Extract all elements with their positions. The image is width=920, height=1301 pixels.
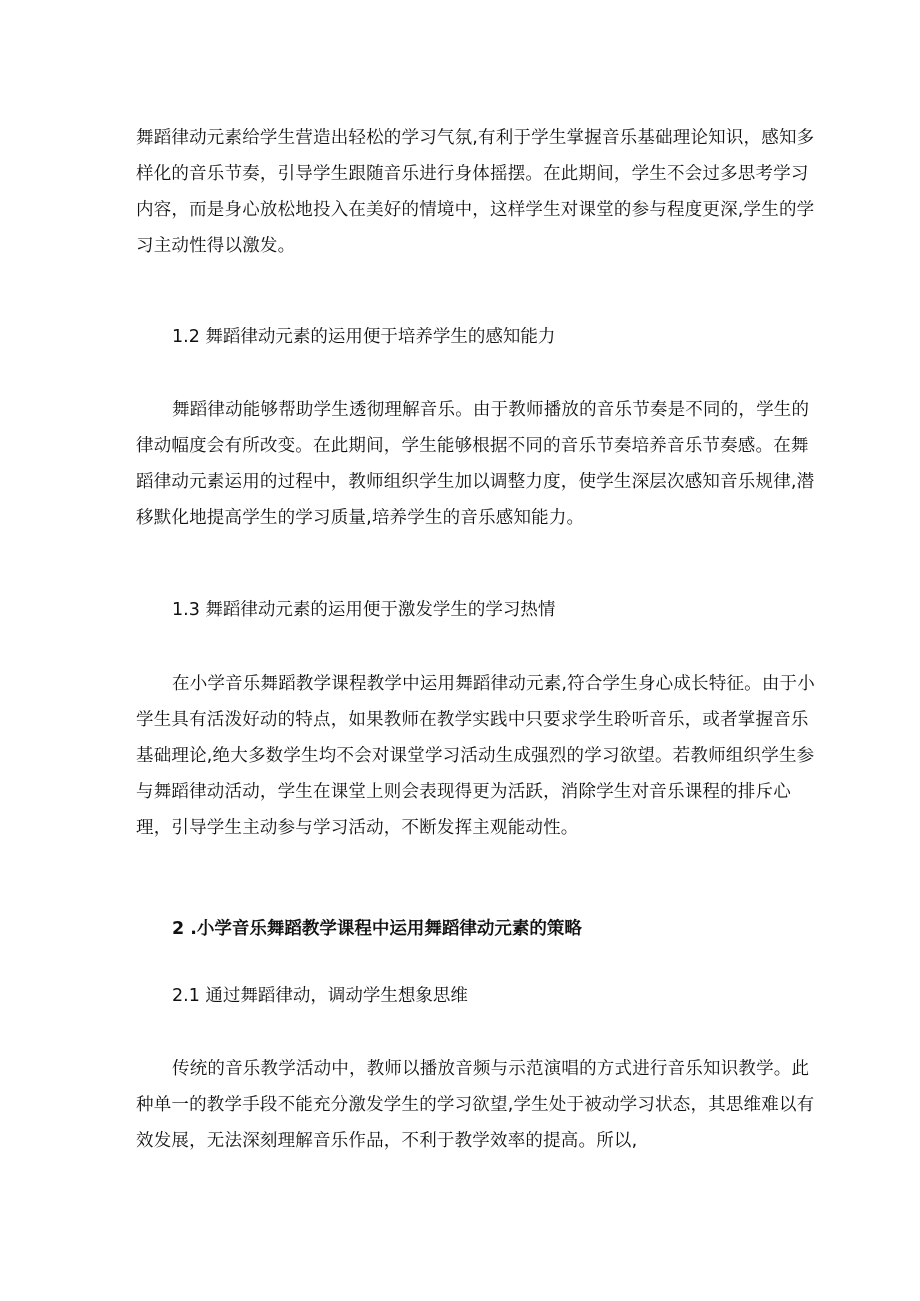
- paragraph-line: 种单一的教学手段不能充分激发学生的学习欲望,学生处于被动学习状态，其思维难以有: [136, 1095, 815, 1115]
- paragraph-line: 习主动性得以激发。: [136, 236, 296, 256]
- paragraph-line: 基础理论,绝大多数学生均不会对课堂学习活动生成强烈的学习欲望。若教师组织学生参: [136, 746, 815, 766]
- paragraph-line: 移默化地提高学生的学习质量,培养学生的音乐感知能力。: [136, 508, 585, 528]
- section-heading-1-2: 1.2 舞蹈律动元素的运用便于培养学生的感知能力: [172, 327, 556, 347]
- paragraph-line: 在小学音乐舞蹈教学课程教学中运用舞蹈律动元素,符合学生身心成长特征。由于小: [172, 674, 815, 694]
- section-heading-2: 2 .小学音乐舞蹈教学课程中运用舞蹈律动元素的策略: [172, 919, 582, 939]
- paragraph-imagination: [136, 1051, 815, 1159]
- paragraph-line: 与舞蹈律动活动，学生在课堂上则会表现得更为活跃，消除学生对音乐课程的排斥心: [136, 782, 791, 802]
- paragraph-line: 理，引导学生主动参与学习活动，不断发挥主观能动性。: [136, 818, 579, 838]
- paragraph-line: 样化的音乐节奏，引导学生跟随音乐进行身体摇摆。在此期间，学生不会过多思考学习: [136, 164, 809, 184]
- paragraph-perception: [136, 392, 815, 536]
- paragraph-line: 舞蹈律动元素给学生营造出轻松的学习气氛,有利于学生掌握音乐基础理论知识，感知多: [136, 128, 815, 148]
- paragraph-line: 律动幅度会有所改变。在此期间，学生能够根据不同的音乐节奏培养音乐节奏感。在舞: [136, 436, 809, 456]
- paragraph-line: 舞蹈律动能够帮助学生透彻理解音乐。由于教师播放的音乐节奏是不同的，学生的: [172, 400, 810, 420]
- paragraph-intro: [136, 120, 815, 264]
- paragraph-enthusiasm: [136, 666, 815, 846]
- section-heading-1-3: 1.3 舞蹈律动元素的运用便于激发学生的学习热情: [172, 600, 556, 620]
- paragraph-line: 学生具有活泼好动的特点，如果教师在教学实践中只要求学生聆听音乐，或者掌握音乐: [136, 710, 809, 730]
- paragraph-line: 蹈律动元素运用的过程中，教师组织学生加以调整力度，使学生深层次感知音乐规律,潜: [136, 472, 815, 492]
- paragraph-line: 传统的音乐教学活动中，教师以播放音频与示范演唱的方式进行音乐知识教学。此: [172, 1059, 810, 1079]
- paragraph-line: 效发展，无法深刻理解音乐作品，不利于教学效率的提高。所以,: [136, 1131, 638, 1151]
- section-heading-2-1: 2.1 通过舞蹈律动，调动学生想象思维: [172, 986, 468, 1006]
- paragraph-line: 内容，而是身心放松地投入在美好的情境中，这样学生对课堂的参与程度更深,学生的学: [136, 200, 815, 220]
